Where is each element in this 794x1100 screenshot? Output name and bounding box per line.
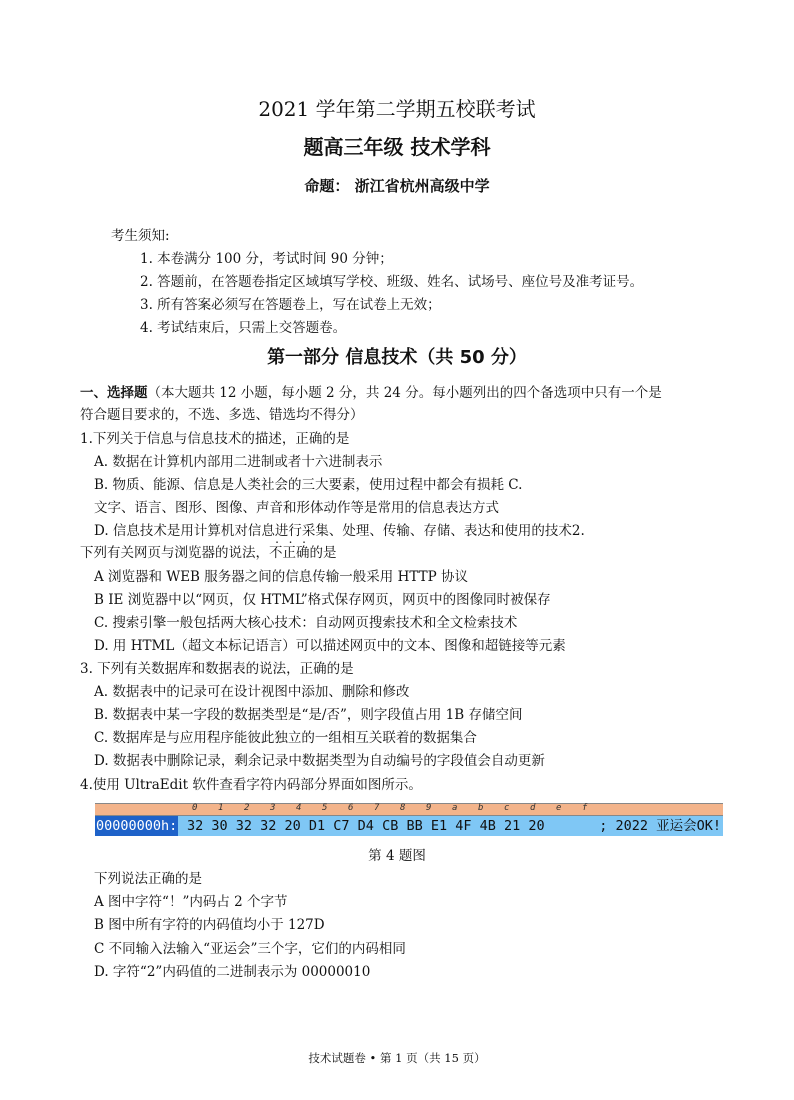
hex-ruler — [95, 803, 723, 816]
q2-option-d: D. 用 HTML（超文本标记语言）可以描述网页中的文本、图像和超链接等元素 — [94, 638, 566, 654]
q4-stem: 4.使用 UltraEdit 软件查看字符内码部分界面如图所示。 — [80, 777, 422, 793]
q4-option-c: C 不同输入法输入“亚运会”三个字，它们的内码相同 — [94, 941, 406, 957]
exam-title: 2021 学年第二学期五校联考试 — [258, 97, 536, 121]
q3-option-d: D. 数据表中删除记录，剩余记录中数据类型为自动编号的字段值会自动更新 — [94, 753, 545, 769]
emphasis-char: 不 — [269, 545, 283, 561]
notice-item: 1. 本卷满分 100 分，考试时间 90 分钟； — [140, 251, 393, 267]
q1-option-d: D. 信息技术是用计算机对信息进行采集、处理、传输、存储、表达和使用的技术2. — [94, 523, 585, 539]
section-desc: （本大题共 12 小题，每小题 2 分，共 24 分。每小题列出的四个备选项中只有一个是 — [147, 385, 662, 401]
q2-option-c: C. 搜索引擎一般包括两大核心技术：自动网页搜索技术和全文检索技术 — [94, 615, 518, 631]
q3-option-c: C. 数据库是与应用程序能彼此独立的一组相互关联着的数据集合 — [94, 730, 477, 746]
q2-stem-post: 的是 — [309, 545, 337, 561]
hex-row — [95, 816, 723, 836]
q1-option-b: B. 物质、能源、信息是人类社会的三大要素，使用过程中都会有损耗 C. — [94, 477, 523, 493]
ruler-digit: 8 — [400, 803, 406, 813]
q3-option-a: A. 数据表中的记录可在设计视图中添加、删除和修改 — [94, 684, 410, 700]
hex-text: ; 2022 亚运会OK! — [599, 818, 721, 834]
ruler-digit: f — [582, 803, 588, 813]
notice-item: 3. 所有答案必须写在答题卷上，写在试卷上无效； — [140, 297, 441, 313]
exam-subtitle: 题高三年级 技术学科 — [303, 135, 491, 159]
q3-stem: 3. 下列有关数据库和数据表的说法，正确的是 — [80, 661, 354, 677]
ruler-digit: 7 — [374, 803, 380, 813]
ruler-digit: 1 — [218, 803, 224, 813]
q2-option-b: B IE 浏览器中以“网页，仅 HTML”格式保存网页，网页中的图像同时被保存 — [94, 592, 551, 608]
q1-option-a: A. 数据在计算机内部用二进制或者十六进制表示 — [94, 454, 383, 470]
ruler-digit: 9 — [426, 803, 432, 813]
ruler-digit: 2 — [244, 803, 250, 813]
ruler-digit: e — [556, 803, 562, 813]
hex-address: 00000000h: — [96, 818, 178, 834]
ruler-digit: 5 — [322, 803, 328, 813]
q4-option-a: A 图中字符“！”内码占 2 个字节 — [94, 894, 288, 910]
exam-author: 命题： 浙江省杭州高级中学 — [304, 177, 490, 195]
ruler-digit: 6 — [348, 803, 354, 813]
notice-item: 2. 答题前，在答题卷指定区域填写学校、班级、姓名、试场号、座位号及准考证号。 — [140, 274, 644, 290]
ruler-digit: d — [530, 803, 536, 813]
ruler-digit: 0 — [192, 803, 198, 813]
ruler-digit: b — [478, 803, 484, 813]
page-footer: 技术试题卷 • 第 1 页（共 15 页） — [308, 1051, 486, 1065]
q2-option-a: A 浏览器和 WEB 服务器之间的信息传输一般采用 HTTP 协议 — [94, 569, 468, 585]
hex-bytes: 32 30 32 32 20 D1 C7 D4 CB BB E1 4F 4B 21 20 — [187, 818, 545, 834]
emphasis-char: 正 — [282, 545, 296, 561]
q4-option-d: D. 字符“2”内码值的二进制表示为 00000010 — [94, 964, 371, 980]
ruler-digit: c — [504, 803, 510, 813]
ruler-digit: 4 — [296, 803, 302, 813]
q4-prompt: 下列说法正确的是 — [94, 871, 202, 887]
part-title: 第一部分 信息技术（共 50 分） — [267, 347, 527, 368]
q4-option-b: B 图中所有字符的内码值均小于 127D — [94, 917, 325, 933]
ruler-digit: 3 — [270, 803, 276, 813]
q2-stem — [80, 541, 337, 561]
section-desc-2: 符合题目要求的，不选、多选、错选均不得分） — [80, 407, 364, 423]
q1-option-c: 文字、语言、图形、图像、声音和形体动作等是常用的信息表达方式 — [94, 500, 499, 516]
emphasis-char: 确 — [296, 545, 310, 561]
section-heading: 一、选择题 — [80, 385, 148, 401]
ultraedit-hex-view — [95, 803, 723, 836]
ruler-digit: a — [452, 803, 458, 813]
q3-option-b: B. 数据表中某一字段的数据类型是“是/否”，则字段值占用 1B 存储空间 — [94, 707, 523, 723]
section-header — [80, 381, 662, 401]
figure-caption: 第 4 题图 — [368, 848, 426, 864]
notice-item: 4. 考试结束后，只需上交答题卷。 — [140, 320, 347, 336]
notice-heading: 考生须知: — [111, 228, 170, 244]
q1-stem: 1.下列关于信息与信息技术的描述，正确的是 — [80, 431, 350, 447]
q2-stem-pre: 下列有关网页与浏览器的说法， — [80, 545, 269, 561]
